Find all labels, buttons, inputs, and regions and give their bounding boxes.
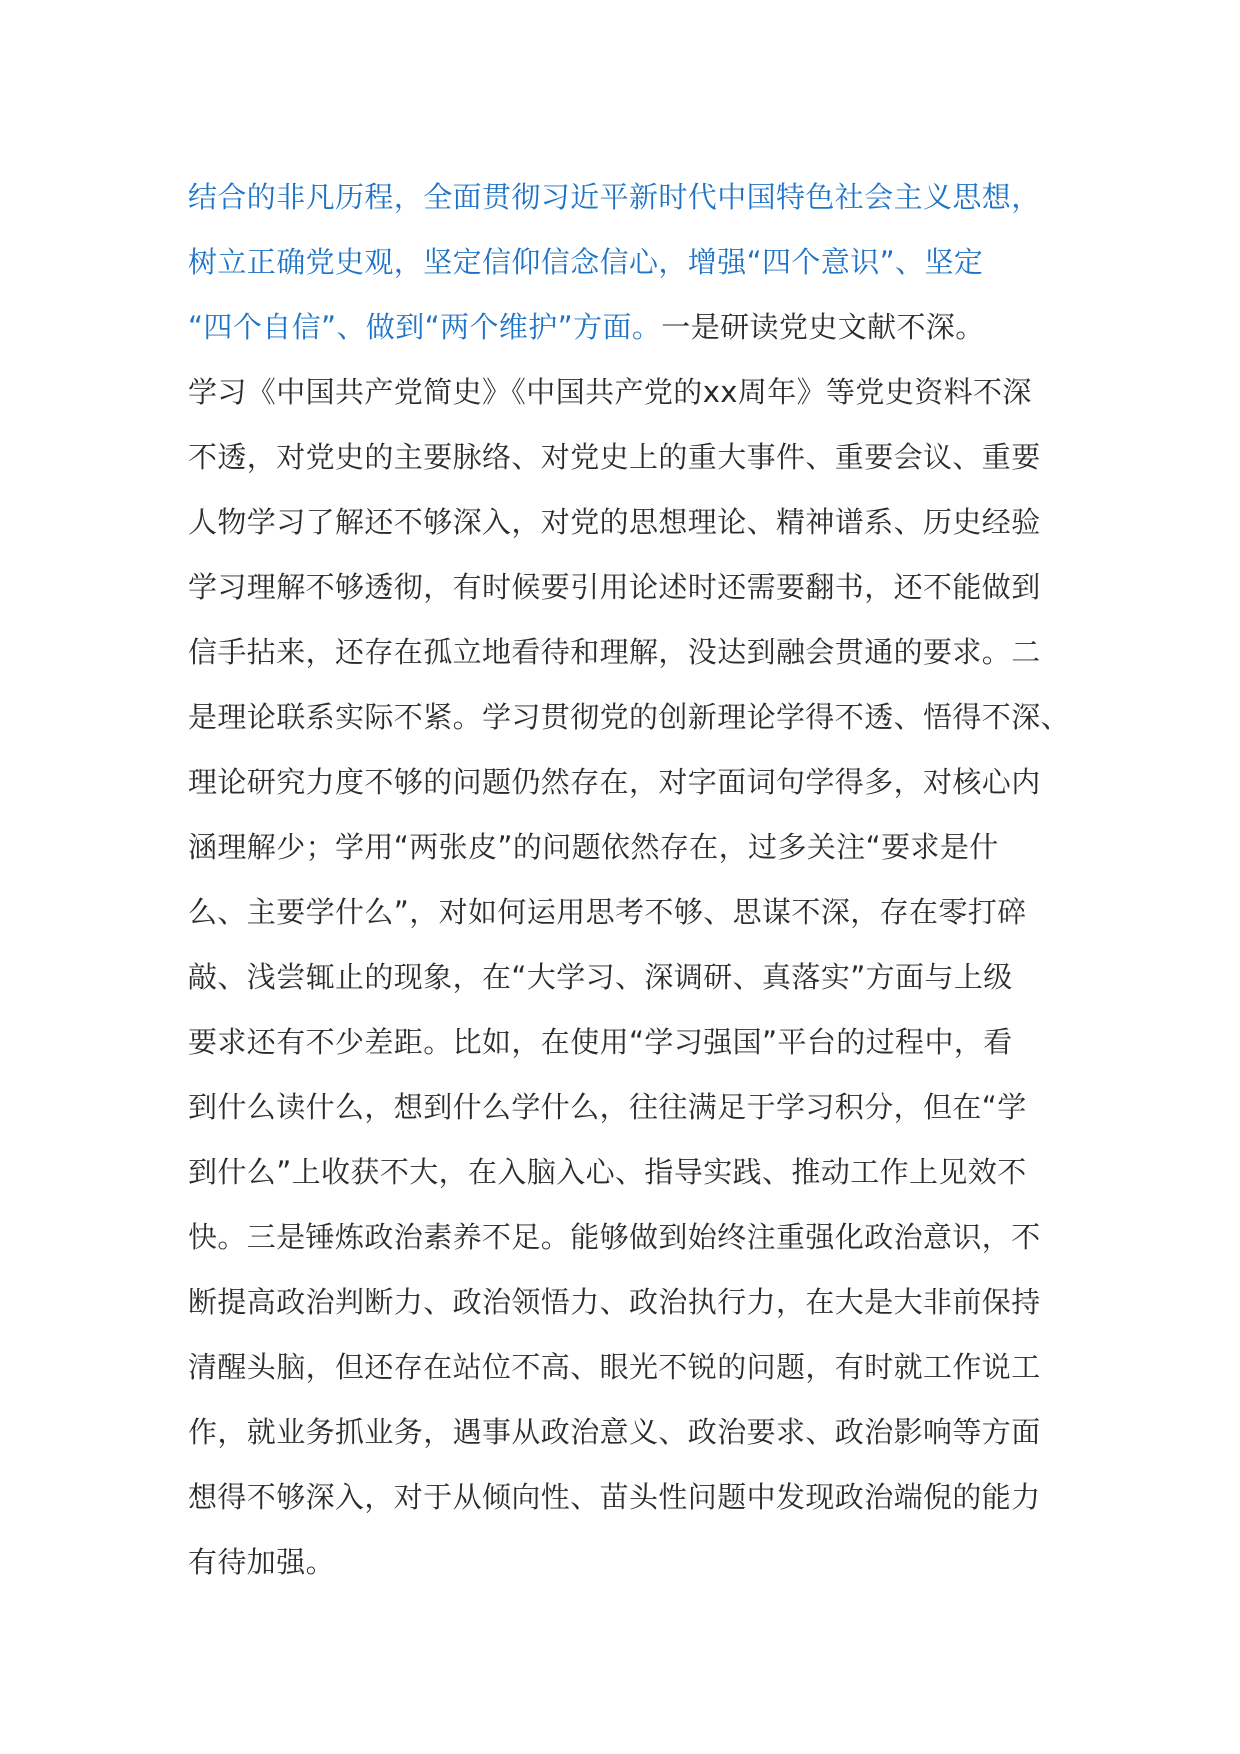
body-text-segment: 断提高政治判断力、政治领悟力、政治执行力，在大是大非前保持 [188,1285,1041,1319]
text-line [188,945,1068,1010]
text-line [188,1400,1068,1465]
body-text-segment: 想得不够深入，对于从倾向性、苗头性问题中发现政治端倪的能力 [188,1480,1041,1514]
body-text-segment: 一是研读党史文献不深。 [661,310,985,344]
text-line [188,230,1068,295]
text-line [188,1140,1068,1205]
highlighted-text: 结合的非凡历程，全面贯彻习近平新时代中国特色社会主义思想， [188,180,1041,214]
body-text-segment: 快。三是锤炼政治素养不足。能够做到始终注重强化政治意识，不 [188,1220,1041,1254]
text-line [188,1530,1068,1595]
body-text-segment: 到什么”上收获不大，在入脑入心、指导实践、推动工作上见效不 [188,1155,1027,1189]
body-text-segment: 不透，对党史的主要脉络、对党史上的重大事件、重要会议、重要 [188,440,1041,474]
body-text-segment: 人物学习了解还不够深入，对党的思想理论、精神谱系、历史经验 [188,505,1041,539]
text-line [188,490,1068,555]
text-line [188,1010,1068,1075]
text-line [188,815,1068,880]
highlighted-text: “四个自信”、做到“两个维护”方面。 [188,310,662,344]
text-line [188,165,1068,230]
body-text-segment: 清醒头脑，但还存在站位不高、眼光不锐的问题，有时就工作说工 [188,1350,1041,1384]
text-line [188,1075,1068,1140]
text-line [188,880,1068,945]
text-line [188,1270,1068,1335]
body-paragraph [188,165,1071,1595]
body-text-segment: 到什么读什么，想到什么学什么，往往满足于学习积分，但在“学 [188,1090,1027,1124]
body-text-segment: 敲、浅尝辄止的现象，在“大学习、深调研、真落实”方面与上级 [188,960,1013,994]
body-text-segment: 有待加强。 [188,1545,336,1579]
text-line [188,425,1068,490]
text-line [188,620,1068,685]
body-text-segment: 么、主要学什么”，对如何运用思考不够、思谋不深，存在零打碎 [188,895,1027,929]
text-line [188,1465,1068,1530]
body-text-segment: 学习理解不够透彻，有时候要引用论述时还需要翻书，还不能做到 [188,570,1041,604]
body-text-segment: 理论研究力度不够的问题仍然存在，对字面词句学得多，对核心内 [188,765,1041,799]
body-text-segment: 作，就业务抓业务，遇事从政治意义、政治要求、政治影响等方面 [188,1415,1041,1449]
text-line [188,1205,1068,1270]
body-text-segment: 是理论联系实际不紧。学习贯彻党的创新理论学得不透、悟得不深、 [188,700,1071,734]
body-text-segment: 要求还有不少差距。比如，在使用“学习强国”平台的过程中，看 [188,1025,1013,1059]
text-line [188,295,1068,360]
body-text-segment: 学习《中国共产党简史》《中国共产党的xx周年》等党史资料不深 [188,375,1032,409]
text-line [188,360,1068,425]
text-line [188,750,1068,815]
body-text-segment: 信手拈来，还存在孤立地看待和理解，没达到融会贯通的要求。二 [188,635,1041,669]
highlighted-text: 树立正确党史观，坚定信仰信念信心，增强“四个意识”、坚定 [188,245,984,279]
text-line [188,555,1068,620]
text-line [188,1335,1068,1400]
body-text-segment: 涵理解少；学用“两张皮”的问题依然存在，过多关注“要求是什 [188,830,999,864]
text-line [188,685,1071,750]
